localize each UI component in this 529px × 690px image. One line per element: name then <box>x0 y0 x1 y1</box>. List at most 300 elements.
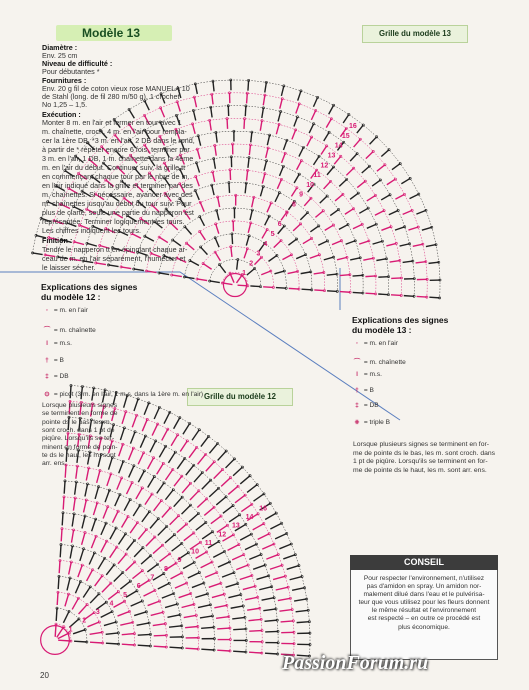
grid12-stitch <box>253 565 265 569</box>
grid12-stitch <box>93 503 97 515</box>
text-line: te ds le haut, les m. sont <box>42 451 116 459</box>
grid12-stitch <box>170 647 183 648</box>
grid12-stitch <box>145 494 152 505</box>
grid12-stitch <box>73 630 85 634</box>
legend-text: = m.s. <box>362 371 382 378</box>
round-number: 15 <box>341 132 350 140</box>
legend-text: = triple B <box>362 418 391 426</box>
grid13-stitch <box>218 197 220 207</box>
grid13-stitch <box>377 165 385 171</box>
grid12-stitch <box>196 522 206 530</box>
round-number: 12 <box>218 531 227 539</box>
grid13-stitch <box>269 255 277 261</box>
grid12-stitch <box>223 506 233 514</box>
grid12-stitch <box>153 624 166 626</box>
grid13-stitch <box>237 260 238 270</box>
grid12-stitch <box>154 646 167 647</box>
grid13-stitch <box>429 262 439 263</box>
grid12-stitch <box>262 598 275 600</box>
grid12-stitch <box>75 482 77 495</box>
grid13-stitch <box>345 209 354 215</box>
grid12-stitch <box>87 570 93 581</box>
grid13-stitch <box>339 179 346 186</box>
grid12-stitch <box>92 519 96 531</box>
grid12-stitch <box>72 514 74 527</box>
round-number: 3 <box>95 609 100 617</box>
grid13-stitch <box>429 297 439 298</box>
grid12-stitch <box>202 480 211 489</box>
grid13-stitch <box>363 258 373 260</box>
grid12-stitch <box>216 497 226 505</box>
grid12-stitch <box>117 478 122 490</box>
grid12-stitch <box>90 632 103 634</box>
grid13-stitch <box>293 224 301 231</box>
grid12-stitch <box>130 523 137 533</box>
grid12-stitch <box>294 599 307 601</box>
text-line: cer la 1ère DB, *3 m. en l'air, 2 DB dans le rond, <box>42 136 195 145</box>
grid12-stitch <box>150 519 158 529</box>
stitch-symbol-icon: ◦ <box>355 340 359 347</box>
round-number: 11 <box>204 539 213 547</box>
grid12-stitch <box>72 598 78 609</box>
grid12-stitch <box>147 564 157 572</box>
grid13-stitch <box>297 161 302 170</box>
grid13-stitch <box>367 195 376 201</box>
grid12-stitch <box>249 555 261 560</box>
grid12-stitch <box>172 543 182 551</box>
grid12-stitch <box>171 435 178 446</box>
grid13-stitch <box>339 225 348 230</box>
grid13-stitch <box>366 151 373 158</box>
grid13-stitch <box>340 292 350 293</box>
grid12-stitch <box>132 571 142 579</box>
text-line: 1 pt de piqûre. Lorsqu'ils se terminent en for- <box>353 458 488 465</box>
grid13-stitch <box>301 272 311 274</box>
grid12-stitch <box>62 513 63 526</box>
grid12-stitch <box>186 465 194 475</box>
round-number: 2 <box>82 617 87 625</box>
grid12-stitch <box>221 478 230 487</box>
grid13-stitch <box>400 244 410 246</box>
round-number: 14 <box>334 142 343 150</box>
grid12-ring <box>61 545 151 646</box>
conseil-line: plus économique. <box>398 623 450 631</box>
grid12-stitch <box>170 573 181 579</box>
grid13-stitch <box>327 291 337 292</box>
grid13-stitch <box>215 146 216 156</box>
grid12-stitch <box>85 484 88 496</box>
diameter-label: Diamètre : <box>42 43 78 52</box>
legend-item <box>42 373 69 380</box>
grid13-stitch <box>362 166 370 173</box>
difficulty-label: Niveau de difficulté : <box>42 59 113 68</box>
grid12-stitch <box>198 454 206 464</box>
grid12-stitch <box>112 511 118 522</box>
grid13-stitch <box>314 290 324 291</box>
grid13-stitch <box>391 295 401 296</box>
grid12-stitch <box>126 562 135 571</box>
grid12-stitch <box>107 474 111 486</box>
grid12-stitch <box>275 534 287 539</box>
grid12-stitch <box>276 587 288 590</box>
legend-text: = picot (3 m. en l'air, 1 m.s. dans la 1ère m. en l'air) <box>52 390 204 398</box>
grid12-stitch <box>63 497 64 510</box>
grid12-stitch <box>80 549 84 561</box>
text-line: à partir de * répéter encore 6 fois, terminer par <box>42 145 190 154</box>
round-number: 9 <box>177 557 182 565</box>
stitch-symbol-icon: ǀ <box>46 340 48 347</box>
grid13-stitch <box>267 135 269 145</box>
grid13-stitch <box>324 132 329 141</box>
text-line: Monter 8 m. en l'air et fermer en tour avec 1 <box>42 118 182 127</box>
grid12-stitch <box>206 462 214 472</box>
grid12-stitch <box>154 635 167 636</box>
legend-text: = m. en l'air <box>362 340 398 347</box>
grid12-stitch <box>87 622 99 627</box>
grid12-stitch <box>233 467 242 476</box>
text-line: le laisser sécher. <box>42 263 96 272</box>
round-number: 10 <box>306 181 315 189</box>
grid12-stitch <box>101 523 106 535</box>
round-number: 1 <box>68 626 73 634</box>
grid12-stitch <box>273 576 285 579</box>
grid13-stitch <box>346 241 356 245</box>
grid13-stitch <box>353 224 362 228</box>
grid12-stitch <box>233 629 246 630</box>
legend-item <box>352 371 382 378</box>
grid12-stitch <box>195 594 207 598</box>
grid12-stitch <box>218 562 230 567</box>
grid12-stitch <box>97 471 100 483</box>
grid12-stitch <box>283 555 295 559</box>
grid12-stitch <box>296 610 309 611</box>
grid13-stitch <box>390 261 400 263</box>
legend-item <box>352 356 406 366</box>
grid12-stitch <box>103 507 108 519</box>
round-number: 2 <box>249 260 254 268</box>
grid12-stitch <box>157 483 164 493</box>
grid12-stitch <box>151 612 163 615</box>
grid12-stitch <box>185 648 198 649</box>
grid12-stitch <box>182 483 190 493</box>
grid12-stitch <box>243 586 255 589</box>
model-title: Modèle 13 <box>82 26 141 40</box>
grid12-stitch <box>204 507 214 515</box>
text-line: m. en l'air du début. Continuer suiv. la grille tt <box>42 163 186 172</box>
grid12-stitch <box>162 429 168 440</box>
grid12-stitch <box>138 529 146 539</box>
grid13-stitch <box>310 255 320 258</box>
grid13-stitch <box>313 156 319 165</box>
grid12-stitch <box>114 573 123 582</box>
grid12-stitch <box>101 541 107 552</box>
grid12-stitch <box>180 441 187 452</box>
round-number: 4 <box>109 600 114 608</box>
grid13-stitch <box>301 289 311 290</box>
grid12-stitch <box>262 544 274 549</box>
grid13-stitch <box>184 277 194 279</box>
grid12-stitch <box>189 514 199 522</box>
grid13-stitch <box>401 178 410 183</box>
grid13-stitch <box>321 146 327 155</box>
grid12-stitch <box>95 487 98 499</box>
grid13-stitch <box>266 148 268 158</box>
grid12-stitch <box>165 490 173 500</box>
grid12-stitch <box>245 597 257 600</box>
grid13-stitch <box>372 180 380 186</box>
grid12-stitch <box>153 574 164 581</box>
grid13-stitch <box>265 216 270 225</box>
grid13-stitch <box>244 249 247 259</box>
round-number: 13 <box>232 522 240 530</box>
grid12-stitch <box>118 612 130 617</box>
grid12-stitch <box>134 612 146 616</box>
round-number: 14 <box>245 514 254 522</box>
grid13-stitch <box>260 121 262 131</box>
grid12-stitch <box>179 594 191 598</box>
grid13-stitch <box>247 170 248 180</box>
grid12-stitch <box>169 626 182 627</box>
grid12-stitch <box>60 545 61 558</box>
grid13-stitch <box>231 247 232 257</box>
grid12-stitch <box>174 476 182 486</box>
round-number: 7 <box>284 211 289 219</box>
grid12-stitch <box>205 572 217 577</box>
grid12-stitch <box>122 634 135 635</box>
grid13-stitch <box>307 137 312 146</box>
grid12-stitch <box>254 494 264 501</box>
grid12-stitch <box>83 587 90 598</box>
grid12-stitch <box>214 605 226 608</box>
grid12-stitch <box>209 488 218 497</box>
grid12-stitch <box>226 459 235 468</box>
grid12-stitch <box>290 577 302 580</box>
text-line: représentée. Terminer logiquement les tours. <box>42 217 185 226</box>
grid12-stitch <box>164 412 170 423</box>
grid12-title: Grille du modèle 12 <box>187 388 293 406</box>
grid13-stitch <box>416 262 426 263</box>
grid12-stitch <box>175 583 187 588</box>
grid12-stitch <box>214 470 223 479</box>
text-line: me de pointe ds le haut, les m. sont arr. ens. <box>353 466 487 474</box>
grid13-stitch <box>247 269 255 276</box>
grid12-stitch <box>158 583 169 589</box>
text-line: sont croch. dans 1 pt de <box>42 426 115 434</box>
grid12-stitch <box>65 594 69 606</box>
grid13-stitch <box>403 210 412 214</box>
grid13-stitch <box>416 210 426 214</box>
grid13-stitch <box>276 124 279 134</box>
grid12-stitch <box>148 601 160 605</box>
grid13-stitch <box>350 154 357 162</box>
round-number: 8 <box>163 565 168 573</box>
grid12-stitch <box>70 546 72 559</box>
text-line: en commençant chaque tour par le nbre de m. <box>42 172 190 181</box>
grid12-stitch <box>247 485 257 493</box>
grid13-stitch <box>378 277 388 278</box>
grid12-stitch <box>240 576 252 580</box>
grid13-stitch <box>213 172 215 182</box>
grid12-stitch <box>245 544 257 549</box>
stitch-symbol-icon: ‡ <box>45 373 49 380</box>
grid13-stitch <box>350 193 358 199</box>
grid12-stitch <box>106 565 114 575</box>
grid12-stitch <box>213 552 224 558</box>
grid12-stitch <box>153 545 163 553</box>
grid13-stitch <box>314 272 324 273</box>
grid13-stitch <box>275 193 279 202</box>
text-line: ceau de m. en l'air séparément, l'humecter et <box>42 254 186 263</box>
grid13-stitch <box>413 244 423 246</box>
grid13-stitch <box>422 227 432 230</box>
grid12-stitch <box>162 593 174 598</box>
legend-item <box>42 357 64 364</box>
conseil-line: pas d'amidon en spray. Un amidon nor- <box>366 583 482 591</box>
grid13-stitch <box>375 211 384 216</box>
legend-item <box>42 340 72 347</box>
grid13-stitch <box>353 292 363 293</box>
grid12-stitch <box>184 615 197 617</box>
grid12-stitch <box>105 490 109 502</box>
grid12-stitch <box>56 608 57 621</box>
grid12-stitch <box>120 622 132 625</box>
text-line: m. chaînettes. Si nécessaire, avancer avec des <box>42 190 193 199</box>
conseil-text <box>354 575 494 632</box>
grid13-stitch <box>279 166 283 175</box>
grid12-stitch <box>131 601 143 606</box>
stitch-symbol-icon: ⊙ <box>44 390 50 398</box>
grid12-stitch <box>236 565 248 570</box>
grid13-stitch <box>299 147 304 156</box>
grid13-stitch <box>250 286 260 287</box>
grid12-stitch <box>212 594 224 597</box>
grid13-stitch <box>343 115 349 124</box>
grid12-stitch <box>201 562 212 568</box>
legend-item <box>42 307 88 314</box>
grid13-stitch <box>197 279 207 281</box>
grid13-stitch <box>320 196 327 203</box>
grid12-stitch <box>124 499 130 510</box>
supplies-line: No 1,25 – 1,5. <box>42 100 88 109</box>
round-number: 5 <box>270 230 275 238</box>
grid12-stitch <box>144 590 155 596</box>
grid12-stitch <box>74 641 87 642</box>
grid13-stitch <box>410 194 419 199</box>
grid13-stitch <box>248 158 249 168</box>
grid13-stitch <box>289 288 299 289</box>
grid13-stitch <box>248 223 251 233</box>
grid12-stitch <box>228 486 238 494</box>
grid12-stitch <box>138 634 151 635</box>
difficulty-value: Pour débutantes * <box>42 67 100 76</box>
grid12-stitch <box>138 471 144 482</box>
grid12-stitch <box>292 588 304 591</box>
grid12-stitch <box>256 576 268 580</box>
grid13-stitch <box>426 245 436 247</box>
supplies-line: de Stahl (long. de fil 280 m/50 g), 1 crochet <box>42 92 180 101</box>
grid12-stitch <box>218 451 227 460</box>
grid13-stitch <box>359 241 369 244</box>
grid12-stitch <box>228 545 239 551</box>
grid12-stitch <box>84 500 87 512</box>
grid12-stitch <box>141 556 151 564</box>
grid13-stitch <box>373 241 383 244</box>
diameter-value: Env. 25 cm <box>42 51 78 60</box>
conseil-line: le même résultat et l'environnement <box>371 607 477 615</box>
text-line: se terminent en forme de <box>42 410 118 418</box>
grid12-stitch <box>58 576 59 589</box>
grid12-stitch <box>152 424 157 436</box>
grid12-stitch <box>71 530 73 543</box>
grid12-stitch <box>106 633 119 634</box>
round-number: 5 <box>123 591 127 599</box>
stitch-symbol-icon: ◦ <box>45 307 49 314</box>
grid12-stitch <box>281 621 294 622</box>
grid12-stitch <box>177 458 184 468</box>
grid13-stitch <box>357 125 363 133</box>
grid12-stitch <box>247 608 260 610</box>
round-number: 1 <box>242 270 247 278</box>
grid12-stitch <box>182 505 191 514</box>
grid13-stitch <box>292 130 296 140</box>
grid13-stitch <box>217 210 219 220</box>
grid12-stitch <box>184 533 194 541</box>
round-number: 7 <box>150 574 155 582</box>
grid13-stitch <box>381 150 389 157</box>
round-number: 8 <box>291 201 296 209</box>
grid12-stitch <box>192 583 204 588</box>
grid13-stitch <box>389 210 398 214</box>
text-line: me de pointe ds le bas, les m. sont croch. dans <box>353 449 496 457</box>
grid12-stitch <box>168 452 175 463</box>
grid13-stitch <box>376 259 386 261</box>
grid12-stitch <box>79 605 88 614</box>
legend12-title: Explications des signes du modèle 12 : <box>41 282 138 302</box>
grid12-stitch <box>110 528 116 539</box>
grid12-stitch <box>174 418 180 429</box>
grid12-stitch <box>192 430 199 441</box>
text-line: Lorsque plusieurs signes se terminent en for- <box>353 441 490 448</box>
legend-text: = B <box>52 356 64 364</box>
grid12-stitch <box>158 526 167 535</box>
grid13-stitch <box>216 224 219 234</box>
grid13-stitch <box>294 174 299 183</box>
grid12-stitch <box>240 476 250 484</box>
text-line: pointe ds le bas, les m. <box>42 418 112 426</box>
grid13-stitch <box>353 275 363 276</box>
grid12-stitch <box>194 472 202 482</box>
grid13-stitch <box>315 211 323 218</box>
grid12-stitch <box>102 583 111 592</box>
grid12-stitch <box>95 576 103 586</box>
legend-item <box>352 402 379 409</box>
grid13-stitch <box>249 145 250 155</box>
grid12-stitch <box>201 627 214 628</box>
grid12-stitch <box>57 592 58 605</box>
legend-item <box>352 418 390 426</box>
grid12-stitch <box>67 578 70 590</box>
grid12-stitch <box>185 627 198 628</box>
grid12-stitch <box>253 524 264 530</box>
execution-label: Exécution : <box>42 110 81 119</box>
grid12-stitch <box>61 529 62 542</box>
grid12-stitch <box>183 423 190 434</box>
legend-text: = DB <box>362 402 379 409</box>
grid13-stitch <box>276 288 286 289</box>
legend-text: = m. en l'air <box>52 307 88 314</box>
grid13-stitch <box>309 124 313 133</box>
grid13-title: Grille du modèle 13 <box>362 25 468 43</box>
